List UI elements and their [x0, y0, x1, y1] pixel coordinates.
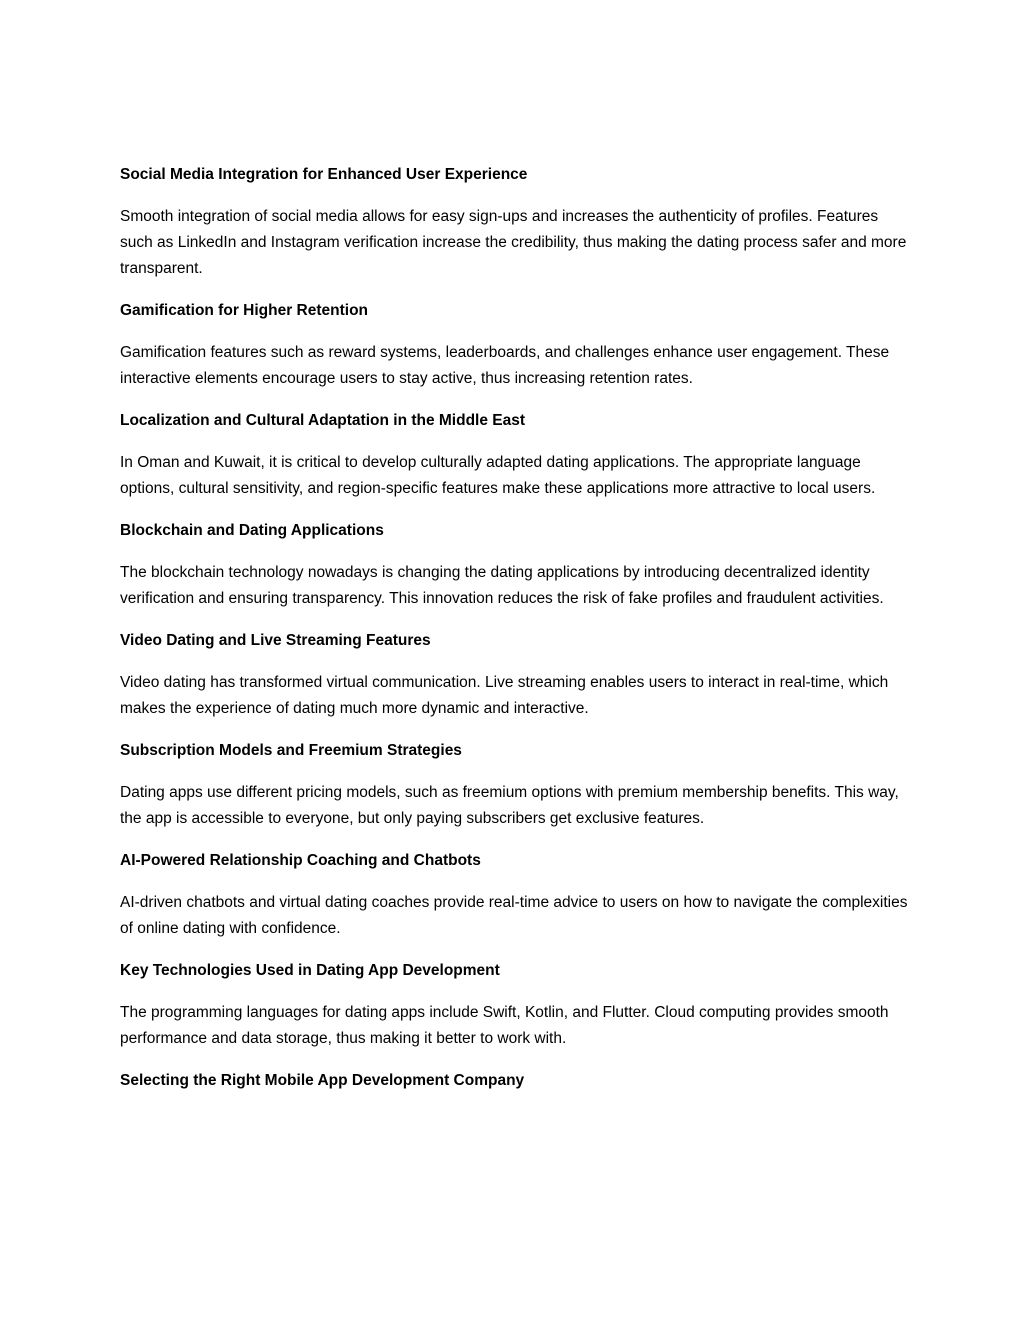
section-paragraph: The programming languages for dating apps include Swift, Kotlin, and Flutter. Cloud computing provides smooth performance and data storage, thus making it better to work with. — [120, 1004, 889, 1047]
section-heading: Video Dating and Live Streaming Features — [120, 632, 431, 649]
section-paragraph: Dating apps use different pricing models, such as freemium options with premium membership benefits. This way, the app is accessible to everyone, but only paying subscribers get exclusive features. — [120, 784, 899, 827]
section-paragraph: The blockchain technology nowadays is changing the dating applications by introducing decentralized identity verification and ensuring transparency. This innovation reduces the risk of fake profiles and fraudulent activities. — [120, 564, 884, 607]
section-subscription — [120, 738, 910, 832]
section-heading: Localization and Cultural Adaptation in the Middle East — [120, 412, 526, 429]
section-paragraph: Gamification features such as reward systems, leaderboards, and challenges enhance user engagement. These interactive elements encourage users to stay active, thus increasing retention rates. — [120, 344, 890, 387]
section-heading: Key Technologies Used in Dating App Development — [120, 962, 500, 979]
document-content — [120, 162, 910, 1110]
section-localization — [120, 408, 910, 502]
section-paragraph: Video dating has transformed virtual communication. Live streaming enables users to interact in real-time, which makes the experience of dating much more dynamic and interactive. — [120, 674, 889, 717]
section-paragraph: AI-driven chatbots and virtual dating coaches provide real-time advice to users on how to navigate the complexities of online dating with confidence. — [120, 894, 908, 937]
section-heading: AI-Powered Relationship Coaching and Chatbots — [120, 852, 481, 869]
section-paragraph: In Oman and Kuwait, it is critical to develop culturally adapted dating applications. The appropriate language options, cultural sensitivity, and region-specific features make these applications more attractive to local users. — [120, 454, 876, 497]
section-key-technologies — [120, 958, 910, 1052]
section-heading: Blockchain and Dating Applications — [120, 522, 384, 539]
section-social-media — [120, 162, 910, 282]
section-heading: Gamification for Higher Retention — [120, 302, 369, 319]
section-heading: Subscription Models and Freemium Strategies — [120, 742, 462, 759]
section-selecting-company — [120, 1068, 910, 1094]
section-paragraph: Smooth integration of social media allows for easy sign-ups and increases the authenticity of profiles. Features such as LinkedIn and Instagram verification increase the credibility, thus making the dating process safer and more transparent. — [120, 208, 907, 277]
section-heading: Social Media Integration for Enhanced User Experience — [120, 166, 528, 183]
section-video-dating — [120, 628, 910, 722]
section-gamification — [120, 298, 910, 392]
section-blockchain — [120, 518, 910, 612]
section-heading: Selecting the Right Mobile App Development Company — [120, 1072, 525, 1089]
section-ai-coaching — [120, 848, 910, 942]
